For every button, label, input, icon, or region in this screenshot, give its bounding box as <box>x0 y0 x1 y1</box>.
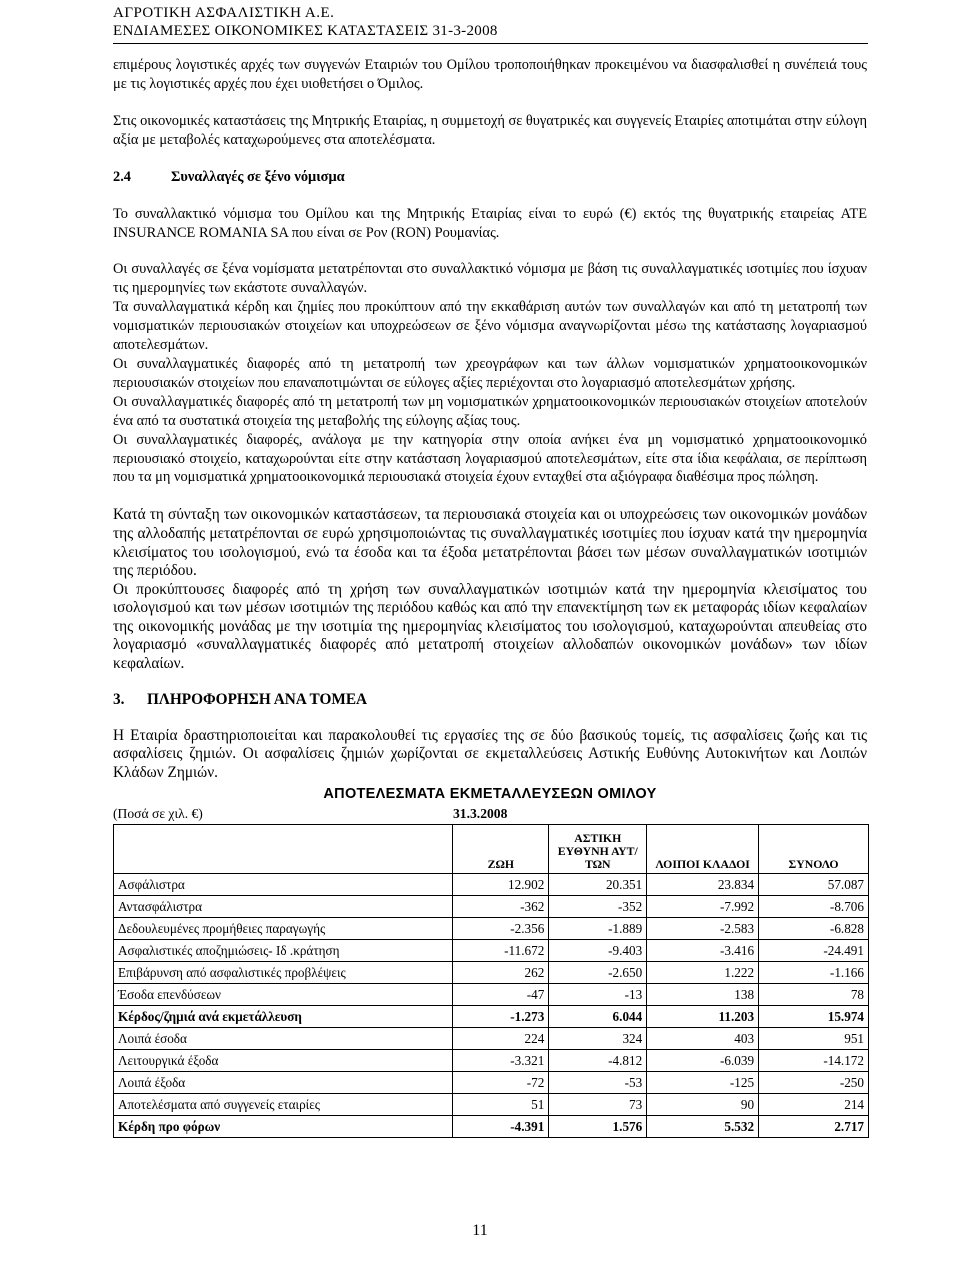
column-header: ΛΟΙΠΟΙ ΚΛΑΔΟΙ <box>647 825 759 874</box>
paragraph: Οι συναλλαγές σε ξένα νομίσματα μετατρέπονται στο συναλλακτικό νόμισμα με βάση τις συναλλαγματικές ισοτιμίες που ίσχυαν τις ημερομηνίες των εκάστοτε συναλλαγών. <box>113 261 867 297</box>
table-cell: -47 <box>453 984 549 1006</box>
row-label: Ασφαλιστικές αποζημιώσεις- Ιδ .κράτηση <box>114 940 453 962</box>
table-cell: -2.650 <box>549 962 647 984</box>
table-cell: 11.203 <box>647 1006 759 1028</box>
header-rule <box>113 43 868 44</box>
paragraph: Κατά τη σύνταξη των οικονομικών καταστάσεων, τα περιουσιακά στοιχεία και οι υποχρεώσεις των οικονομικών μονάδων της αλλοδαπής μετατρέπονται σε ευρώ χρησιμοποιώντας τις συναλλαγματικές ισοτιμίες που ίσχυαν κατά την ημερομηνία κλεισίματος του ισολογισμού, ενώ τα έσοδα και τα έξοδα μετατρέπονται βάσει των μέσων συναλλαγματικών ισοτιμιών της περιόδου. <box>113 506 867 580</box>
table-cell: -3.416 <box>647 940 759 962</box>
table-cell: -1.273 <box>453 1006 549 1028</box>
table-cell: 224 <box>453 1028 549 1050</box>
table-cell: 12.902 <box>453 874 549 896</box>
table-cell: 403 <box>647 1028 759 1050</box>
table-cell: 15.974 <box>759 1006 869 1028</box>
table-cell: -6.828 <box>759 918 869 940</box>
table-row <box>114 1028 869 1050</box>
row-label: Αντασφάλιστρα <box>114 896 453 918</box>
table-cell: 90 <box>647 1094 759 1116</box>
table-cell: -2.356 <box>453 918 549 940</box>
column-header: ΖΩΗ <box>453 825 549 874</box>
section-number: 3. <box>113 690 125 708</box>
table-cell: -4.812 <box>549 1050 647 1072</box>
table-cell: -1.889 <box>549 918 647 940</box>
paragraph: Στις οικονομικές καταστάσεις της Μητρικής Εταιρίας, η συμμετοχή σε θυγατρικές και συγγενείς Εταιρίες αποτιμάται στην εύλογη αξία με μεταβολές καταχωρούμενες στα αποτελέσματα. <box>113 112 867 148</box>
row-label: Λειτουργικά έξοδα <box>114 1050 453 1072</box>
table-cell: -72 <box>453 1072 549 1094</box>
section-heading <box>113 690 867 709</box>
table-row <box>114 896 869 918</box>
table-cell: -125 <box>647 1072 759 1094</box>
results-table <box>113 824 869 1138</box>
row-label: Επιβάρυνση από ασφαλιστικές προβλέψεις <box>114 962 453 984</box>
section-number: 2.4 <box>113 168 131 185</box>
row-label: Ασφάλιστρα <box>114 874 453 896</box>
table-cell: -11.672 <box>453 940 549 962</box>
table-cell: -14.172 <box>759 1050 869 1072</box>
row-label: Κέρδος/ζημιά ανά εκμετάλλευση <box>114 1006 453 1028</box>
table-row <box>114 984 869 1006</box>
table-cell: 1.576 <box>549 1116 647 1138</box>
table-cell: 23.834 <box>647 874 759 896</box>
table-cell: 262 <box>453 962 549 984</box>
table-cell: 20.351 <box>549 874 647 896</box>
table-cell: -7.992 <box>647 896 759 918</box>
section-heading <box>113 168 867 187</box>
row-label: Δεδουλευμένες προμήθειες παραγωγής <box>114 918 453 940</box>
paragraph: Οι συναλλαγματικές διαφορές από τη μετατροπή των μη νομισματικών χρηματοοικονομικών περιουσιακών στοιχείων αποτελούν ένα από τα συστατικά στοιχεία της μεταβολής της εύλογης αξίας τους. <box>113 393 867 429</box>
table-cell: -250 <box>759 1072 869 1094</box>
table-row <box>114 1050 869 1072</box>
row-label: Λοιπά έσοδα <box>114 1028 453 1050</box>
table-cell: -9.403 <box>549 940 647 962</box>
currency-note: (Ποσά σε χιλ. €) <box>113 806 203 822</box>
table-cell: 214 <box>759 1094 869 1116</box>
table-cell: -24.491 <box>759 940 869 962</box>
table-cell: -2.583 <box>647 918 759 940</box>
table-cell: -1.166 <box>759 962 869 984</box>
column-header: ΣΥΝΟΛΟ <box>759 825 869 874</box>
table-cell: -4.391 <box>453 1116 549 1138</box>
table-cell: 1.222 <box>647 962 759 984</box>
section-title: ΠΛΗΡΟΦΟΡΗΣΗ ΑΝΑ ΤΟΜΕΑ <box>147 690 368 708</box>
page-header <box>113 4 873 44</box>
table-cell: 138 <box>647 984 759 1006</box>
paragraph: Οι συναλλαγματικές διαφορές από τη μετατροπή των χρεογράφων και των άλλων νομισματικών χρηματοοικονομικών περιουσιακών στοιχείων που επαναποτιμώνται σε εύλογες αξίες περιέχονται στο λογαριασμό αποτελεσμάτων χρήσης. <box>113 355 867 391</box>
table-cell: 73 <box>549 1094 647 1116</box>
table-row <box>114 940 869 962</box>
period-date: 31.3.2008 <box>453 806 508 822</box>
table-cell: 5.532 <box>647 1116 759 1138</box>
column-header <box>114 825 453 874</box>
table-cell: 78 <box>759 984 869 1006</box>
paragraph: Οι προκύπτουσες διαφορές από τη χρήση των συναλλαγματικών ισοτιμιών κατά την ημερομηνία κλεισίματος του ισολογισμού και των μέσων ισοτιμιών της περιόδου καθώς και από την επανεκτίμηση των εκ μεταφοράς ιδίων κεφαλαίων της οικονομικής μονάδας με την ισοτιμία της ημερομηνίας κλεισίματος του ισολογισμού, καταχωρούνται απευθείας στο λογαριασμό «συναλλαγματικές διαφορές από μετατροπή στοιχείων αλλοδαπών οικονομικών μονάδων» των ιδίων κεφαλαίων. <box>113 580 867 673</box>
table-row <box>114 918 869 940</box>
table-meta <box>113 804 867 824</box>
paragraph: Το συναλλακτικό νόμισμα του Ομίλου και της Μητρικής Εταιρίας είναι το ευρώ (€) εκτός της θυγατρικής εταιρείας ATE INSURANCE ROMANIA SA που είναι σε Ρον (RON) Ρουμανίας. <box>113 205 867 241</box>
table-cell: 951 <box>759 1028 869 1050</box>
row-label: Λοιπά έξοδα <box>114 1072 453 1094</box>
section-title: Συναλλαγές σε ξένο νόμισμα <box>171 168 345 185</box>
table-cell: 324 <box>549 1028 647 1050</box>
table-row <box>114 874 869 896</box>
paragraph: Τα συναλλαγματικά κέρδη και ζημίες που προκύπτουν από την εκκαθάριση αυτών των συναλλαγών και από τη μετατροπή των νομισματικών περιουσιακών στοιχείων και υποχρεώσεων σε ξένο νόμισμα αναγνωρίζονται μέσω της κατάστασης λογαριασμού αποτελεσμάτων. <box>113 299 867 354</box>
row-label: Κέρδη προ φόρων <box>114 1116 453 1138</box>
table-row <box>114 1006 869 1028</box>
table-cell: 57.087 <box>759 874 869 896</box>
paragraph: Οι συναλλαγματικές διαφορές, ανάλογα με την κατηγορία στην οποία ανήκει ένα μη νομισματικό χρηματοοικονομικό περιουσιακό στοιχείο, καταχωρούνται είτε στην κατάσταση λογαριασμού αποτελεσμάτων, είτε στα ίδια κεφάλαια, σε περίπτωση που τα μη νομισματικά χρηματοοικονομικά περιουσιακά στοιχεία έχουν ενταχθεί στα αξιόγραφα διαθέσιμα προς πώληση. <box>113 431 867 486</box>
column-header: ΑΣΤΙΚΗ ΕΥΘΥΝΗ ΑΥΤ/ΤΩΝ <box>549 825 647 874</box>
row-label: Αποτελέσματα από συγγενείς εταιρίες <box>114 1094 453 1116</box>
company-name: ΑΓΡΟΤΙΚΗ ΑΣΦΑΛΙΣΤΙΚΗ Α.Ε. <box>113 5 335 21</box>
table-cell: 6.044 <box>549 1006 647 1028</box>
table-cell: -8.706 <box>759 896 869 918</box>
paragraph: επιμέρους λογιστικές αρχές των συγγενών Εταιριών του Ομίλου τροποποιήθηκαν προκειμένου να διασφαλισθεί η συνέπειά τους με τις λογιστικές αρχές που έχει υιοθετήσει ο Όμιλος. <box>113 57 867 92</box>
table-row <box>114 1094 869 1116</box>
table-cell: -13 <box>549 984 647 1006</box>
report-subtitle: ΕΝΔΙΑΜΕΣΕΣ ΟΙΚΟΝΟΜΙΚΕΣ ΚΑΤΑΣΤΑΣΕΙΣ 31-3-2008 <box>113 23 498 39</box>
row-label: Έσοδα επενδύσεων <box>114 984 453 1006</box>
table-cell: 51 <box>453 1094 549 1116</box>
paragraph: Η Εταιρία δραστηριοποιείται και παρακολουθεί τις εργασίες της σε δύο βασικούς τομείς, τις ασφαλίσεις ζωής και τις ασφαλίσεις ζημιών. Οι ασφαλίσεις ζημιών χωρίζονται σε εκμεταλλεύσεις Αστικής Ευθύνης Αυτοκινήτων και Λοιπών Κλάδων Ζημιών. <box>113 726 867 781</box>
document-body <box>113 56 867 1138</box>
table-row <box>114 1072 869 1094</box>
table-cell: -362 <box>453 896 549 918</box>
table-cell: -6.039 <box>647 1050 759 1072</box>
table-cell: -352 <box>549 896 647 918</box>
table-cell: 2.717 <box>759 1116 869 1138</box>
table-header-row <box>114 825 869 874</box>
table-row <box>114 962 869 984</box>
table-cell: -53 <box>549 1072 647 1094</box>
page-number: 11 <box>472 1222 488 1239</box>
table-row <box>114 1116 869 1138</box>
table-title: ΑΠΟΤΕΛΕΣΜΑΤΑ ΕΚΜΕΤΑΛΛΕΥΣΕΩΝ ΟΜΙΛΟΥ <box>323 786 657 803</box>
table-cell: -3.321 <box>453 1050 549 1072</box>
